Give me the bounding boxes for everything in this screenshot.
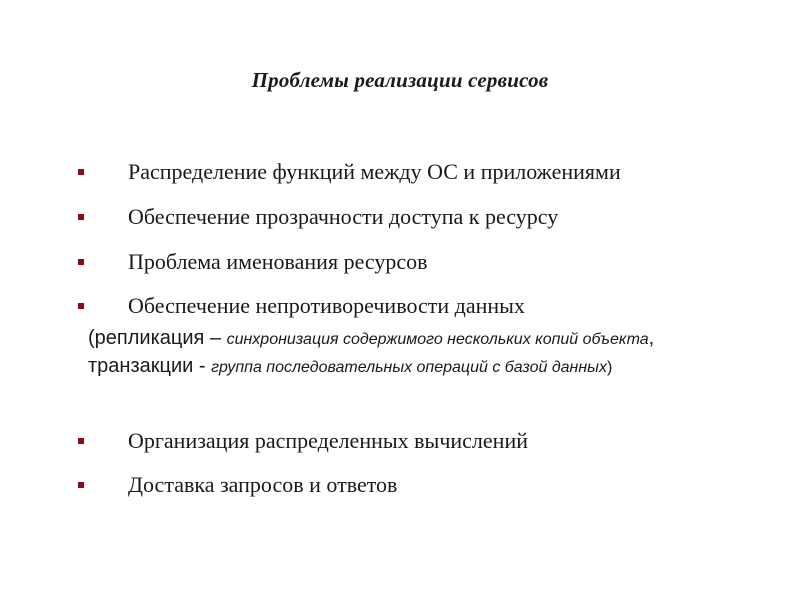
slide-title: Проблемы реализации сервисов (251, 68, 549, 92)
note-text: (репликация – (88, 327, 227, 349)
bullet-square-icon (78, 259, 84, 265)
list-item-text: Обеспечение непротиворечивости данных (128, 293, 525, 318)
note-text-italic: синхронизация содержимого нескольких копий объекта (226, 331, 649, 348)
note-text: , транзакции - (88, 327, 655, 377)
list-item-text: Доставка запросов и ответов (128, 472, 398, 497)
bullet-square-icon (78, 169, 84, 175)
note-text: ) (606, 359, 613, 376)
replication-note (88, 325, 728, 381)
list-item-text: Обеспечение прозрачности доступа к ресурсу (128, 204, 559, 229)
bullet-square-icon (78, 482, 84, 488)
list-item-text: Распределение функций между ОС и приложениями (128, 159, 621, 184)
note-text-italic: группа последовательных операций с базой данных (211, 359, 607, 376)
bullet-square-icon (78, 303, 84, 309)
bullet-square-icon (78, 214, 84, 220)
list-item-text: Организация распределенных вычислений (128, 428, 528, 453)
list-item-text: Проблема именования ресурсов (128, 249, 428, 274)
bullet-square-icon (78, 438, 84, 444)
